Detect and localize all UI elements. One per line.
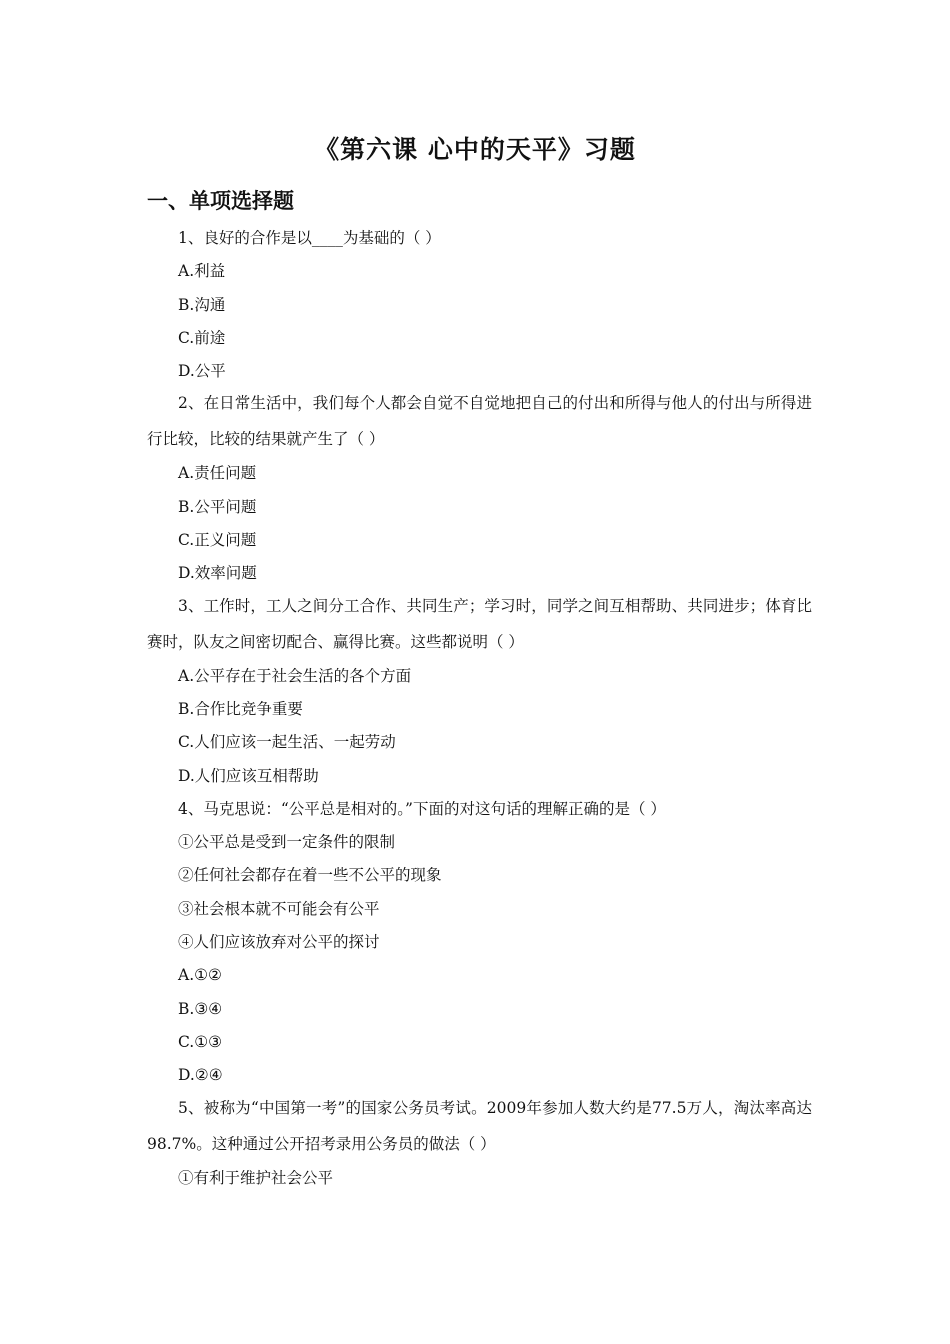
question-stem: 5、被称为“中国第一考”的国家公务员考试。2009年参加人数大约是77.5万人，淘汰率高达98.7%。这种通过公开招考录用公务员的做法（ ） [147,1098,812,1153]
option-c: C.正义问题 [178,531,257,550]
question-4 [147,793,812,1093]
question-5 [147,1090,812,1195]
option-b: B.沟通 [178,295,226,314]
option-b: B.合作比竞争重要 [178,699,303,718]
option-c: C.前途 [178,328,226,347]
option-a: A.责任问题 [178,464,257,483]
section-heading: 一、单项选择题 [147,188,294,213]
option-b: B.③④ [178,999,223,1018]
question-1 [147,222,812,388]
document-title: 《第六课 心中的天平》习题 [314,135,636,164]
statement-2: ②任何社会都存在着一些不公平的现象 [178,866,442,885]
question-3 [147,588,812,793]
question-2 [147,385,812,590]
question-list [147,222,812,1195]
option-d: D.人们应该互相帮助 [178,766,319,785]
option-d: D.②④ [178,1066,223,1085]
statement-1: ①公平总是受到一定条件的限制 [178,833,396,852]
statement-1: ①有利于维护社会公平 [178,1168,334,1187]
option-b: B.公平问题 [178,497,257,516]
option-a: A.①② [178,966,222,985]
option-a: A.利益 [178,262,226,281]
question-stem: 3、工作时，工人之间分工合作、共同生产；学习时，同学之间互相帮助、共同进步；体育比赛时，队友之间密切配合、赢得比赛。这些都说明（ ） [147,596,812,651]
option-d: D.公平 [178,362,226,381]
option-d: D.效率问题 [178,564,257,583]
option-a: A.公平存在于社会生活的各个方面 [178,666,412,685]
question-stem: 4、马克思说：“公平总是相对的。”下面的对这句话的理解正确的是（ ） [178,799,666,818]
question-stem: 1、良好的合作是以____为基础的（ ） [178,229,441,247]
statement-4: ④人们应该放弃对公平的探讨 [178,933,380,952]
option-c: C.①③ [178,1032,223,1051]
question-stem: 2、在日常生活中，我们每个人都会自觉不自觉地把自己的付出和所得与他人的付出与所得进行比较，比较的结果就产生了（ ） [147,394,812,449]
option-c: C.人们应该一起生活、一起劳动 [178,733,396,752]
statement-3: ③社会根本就不可能会有公平 [178,899,380,918]
